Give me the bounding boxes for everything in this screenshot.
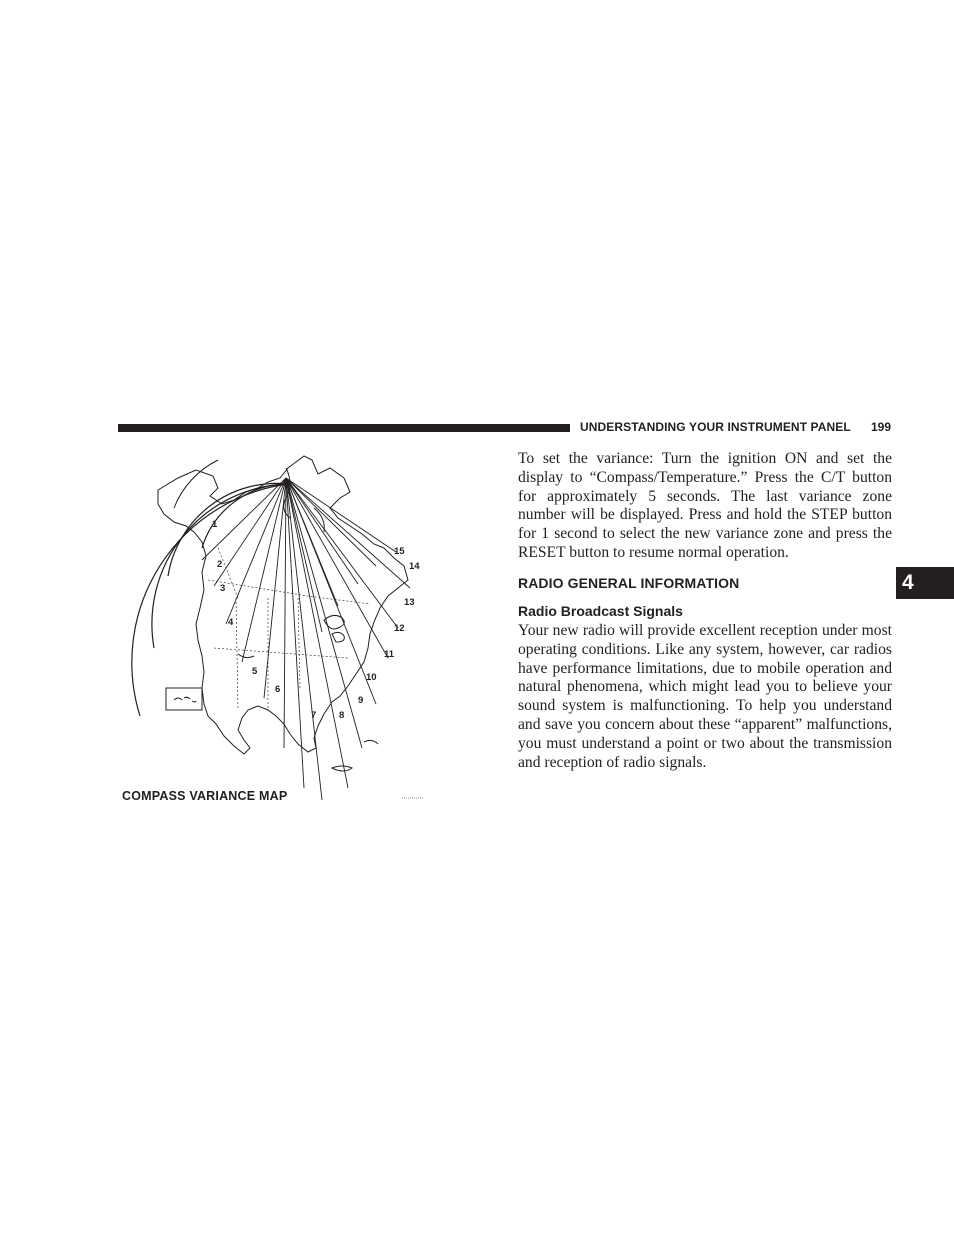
zone-label-9: 9 (358, 695, 364, 706)
zone-label-14: 14 (409, 561, 420, 572)
zone-label-4: 4 (228, 617, 234, 628)
zone-label-6: 6 (275, 684, 281, 695)
zone-label-8: 8 (339, 710, 345, 721)
zone-label-11: 11 (384, 649, 395, 660)
header-rule (118, 424, 570, 432)
zone-label-12: 12 (394, 623, 405, 634)
zone-label-1: 1 (212, 519, 218, 530)
zone-label-15: 15 (394, 546, 405, 557)
zone-label-7: 7 (311, 710, 317, 721)
zone-label-10: 10 (366, 672, 377, 683)
section-heading: RADIO GENERAL INFORMATION (518, 575, 740, 591)
figure-caption: COMPASS VARIANCE MAP (122, 789, 288, 803)
running-header: UNDERSTANDING YOUR INSTRUMENT PANEL (580, 420, 851, 434)
paragraph-text: To set the variance: Turn the ignition ON and set the display to “Compass/Temperature.” Press the C/T button for approximately 5 seconds. The last variance zone number will be displayed. Press and hold the STEP button for 1 second to select the new variance zone and press the RESET button to resume normal operation. (518, 450, 892, 561)
zone-label-2: 2 (217, 559, 223, 570)
zone-label-5: 5 (252, 666, 258, 677)
page-number: 199 (871, 420, 892, 434)
zone-label-3: 3 (220, 583, 226, 594)
paragraph-text: Your new radio will provide excellent reception under most operating conditions. Like any system, however, car radios have performance limitations, due to mobile operation and natural phenomena, which might lead you to believe your sound system is malfunctioning. To help you understand and save you concern about these “apparent” malfunctions, you must understand a point or two about the transmission and reception of radio signals. (518, 622, 892, 771)
zone-label-13: 13 (404, 597, 415, 608)
subsection-heading: Radio Broadcast Signals (518, 603, 683, 619)
compass-variance-map (118, 448, 448, 810)
chapter-tab: 4 (896, 567, 954, 599)
paragraph-variance (518, 450, 892, 563)
paragraph-radio (518, 622, 892, 772)
